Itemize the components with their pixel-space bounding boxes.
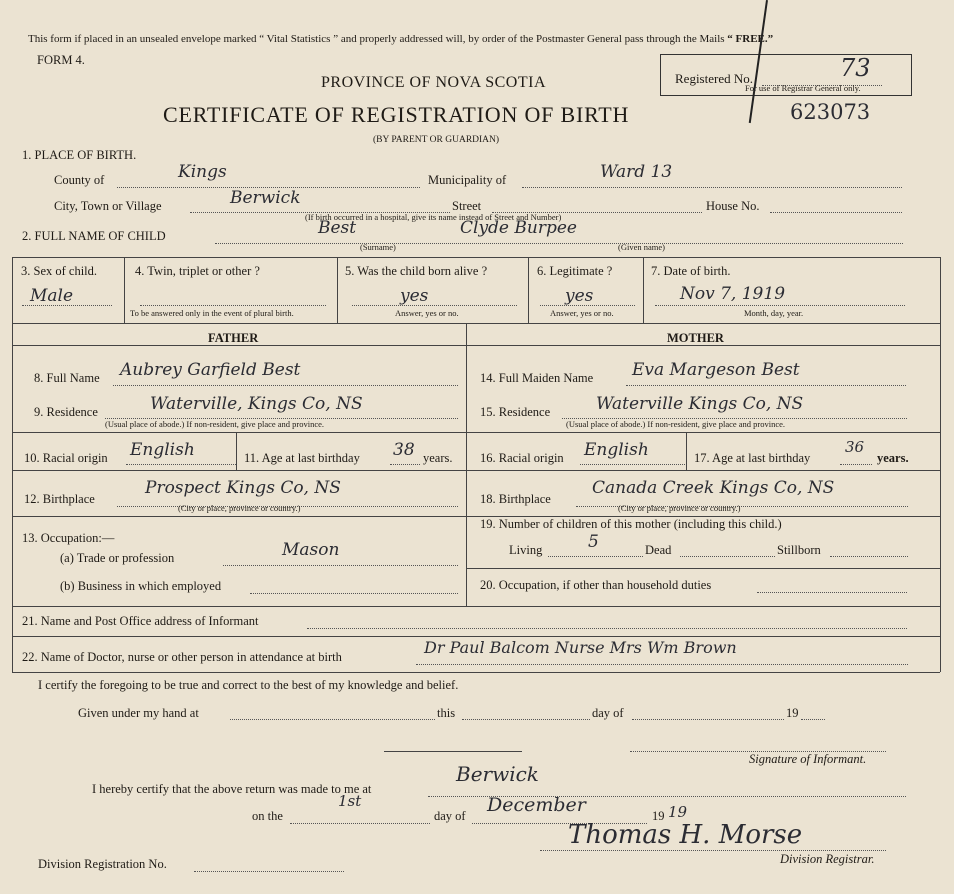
sex-value: Male	[30, 286, 74, 306]
mother-name-label: 14. Full Maiden Name	[480, 371, 594, 385]
trade-label: (a) Trade or profession	[60, 551, 175, 565]
form-number: FORM 4.	[37, 53, 85, 67]
registrar-note: For use of Registrar General only.	[745, 83, 861, 93]
municipality-label: Municipality of	[428, 173, 507, 187]
division-registration-label: Division Registration No.	[38, 857, 167, 871]
surname-caption: (Surname)	[360, 242, 396, 252]
free-label: “ FREE.”	[727, 33, 774, 45]
legitimate-label: 6. Legitimate ?	[537, 264, 613, 278]
given-name-caption: (Given name)	[618, 242, 665, 252]
city-label: City, Town or Village	[54, 199, 162, 213]
father-residence-label: 9. Residence	[34, 405, 98, 419]
attendant-value: Dr Paul Balcom Nurse Mrs Wm Brown	[424, 638, 737, 657]
twin-note: To be answered only in the event of plural birth.	[130, 308, 294, 318]
child-surname-value: Best	[318, 218, 357, 238]
division-registrar-caption: Division Registrar.	[780, 852, 875, 866]
place-of-birth-label: 1. PLACE OF BIRTH.	[22, 148, 137, 162]
on-the-value: 1st	[338, 792, 362, 810]
father-residence-value: Waterville, Kings Co, NS	[150, 394, 363, 414]
father-birthplace-label: 12. Birthplace	[24, 492, 95, 506]
mother-age-unit: years.	[877, 451, 909, 465]
return-statement: I hereby certify that the above return was made to me at	[92, 782, 372, 796]
father-age-unit: years.	[423, 451, 453, 465]
mother-name-value: Eva Margeson Best	[632, 360, 800, 380]
living-label: Living	[509, 543, 543, 557]
hospital-note: (If birth occurred in a hospital, give its name instead of Street and Number)	[305, 212, 562, 222]
mother-residence-label: 15. Residence	[480, 405, 551, 419]
county-value: Kings	[178, 162, 227, 182]
trade-value: Mason	[282, 540, 340, 560]
handwritten-number: 623073	[790, 100, 871, 124]
father-birthplace-value: Prospect Kings Co, NS	[145, 478, 341, 498]
this-label: this	[437, 706, 456, 720]
born-alive-label: 5. Was the child born alive ?	[345, 264, 488, 278]
father-name-label: 8. Full Name	[34, 371, 100, 385]
child-name-label: 2. FULL NAME OF CHILD	[22, 229, 166, 243]
father-age-value: 38	[393, 440, 415, 460]
date-of-birth-label: 7. Date of birth.	[651, 264, 731, 278]
informant-signature-caption: Signature of Informant.	[749, 752, 867, 766]
occupation-label: 13. Occupation:—	[22, 531, 115, 545]
certify-statement: I certify the foregoing to be true and correct to the best of my knowledge and belief.	[38, 678, 459, 692]
given-under-label: Given under my hand at	[78, 706, 199, 720]
postal-notice: This form if placed in an unsealed envelope marked “ Vital Statistics ” and properly addressed will, by order of the Postmaster General pass through the Mails “ FREE.”	[28, 33, 774, 45]
mother-residence-note: (Usual place of abode.) If non-resident, give place and province.	[566, 419, 786, 429]
mother-racial-label: 16. Racial origin	[480, 451, 564, 465]
father-name-value: Aubrey Garfield Best	[120, 360, 301, 380]
registered-value: 73	[840, 54, 871, 82]
registered-label: Registered No.	[675, 71, 753, 86]
mother-residence-value: Waterville Kings Co, NS	[596, 394, 804, 414]
mother-age-value: 36	[845, 438, 865, 456]
attendant-label: 22. Name of Doctor, nurse or other person in attendance at birth	[22, 650, 342, 664]
mother-birthplace-value: Canada Creek Kings Co, NS	[592, 478, 835, 498]
mother-birthplace-label: 18. Birthplace	[480, 492, 551, 506]
return-place: Berwick	[456, 762, 539, 786]
date-of-birth-note: Month, day, year.	[744, 308, 804, 318]
born-alive-note: Answer, yes or no.	[395, 308, 459, 318]
house-no-label: House No.	[706, 199, 760, 213]
father-racial-label: 10. Racial origin	[24, 451, 108, 465]
municipality-value: Ward 13	[600, 162, 673, 182]
child-given-value: Clyde Burpee	[460, 218, 577, 238]
legitimate-note: Answer, yes or no.	[550, 308, 614, 318]
day-of-label: day of	[592, 706, 624, 720]
county-label: County of	[54, 173, 105, 187]
informant-label: 21. Name and Post Office address of Informant	[22, 614, 259, 628]
father-racial-value: English	[130, 440, 195, 460]
mother-racial-value: English	[584, 440, 649, 460]
year-value: 19	[668, 803, 688, 821]
year-label: 19	[652, 809, 665, 823]
born-alive-value: yes	[400, 286, 429, 306]
legitimate-value: yes	[565, 286, 594, 306]
sex-label: 3. Sex of child.	[21, 264, 98, 278]
mother-heading: MOTHER	[667, 331, 724, 345]
father-birthplace-note: (City or place, province or country.)	[178, 503, 301, 513]
twin-label: 4. Twin, triplet or other ?	[135, 264, 260, 278]
subtitle: (BY PARENT OR GUARDIAN)	[373, 135, 500, 145]
dead-label: Dead	[645, 543, 672, 557]
province-heading: PROVINCE OF NOVA SCOTIA	[321, 74, 547, 91]
business-label: (b) Business in which employed	[60, 579, 222, 593]
mother-occupation-label: 20. Occupation, if other than household duties	[480, 578, 712, 592]
children-count-label: 19. Number of children of this mother (including this child.)	[480, 517, 782, 531]
year-prefix: 19	[786, 706, 799, 720]
father-heading: FATHER	[208, 331, 259, 345]
living-value: 5	[588, 532, 599, 552]
date-of-birth-value: Nov 7, 1919	[680, 284, 786, 304]
street-label: Street	[452, 199, 482, 213]
month-value: December	[487, 794, 586, 816]
on-the-label: on the	[252, 809, 283, 823]
father-age-label: 11. Age at last birthday	[244, 451, 360, 465]
day-of-label-2: day of	[434, 809, 466, 823]
certificate-title: CERTIFICATE OF REGISTRATION OF BIRTH	[163, 102, 630, 127]
father-residence-note: (Usual place of abode.) If non-resident, give place and province.	[105, 419, 325, 429]
mother-birthplace-note: (City or place, province or country.)	[618, 503, 741, 513]
city-value: Berwick	[230, 188, 301, 208]
stillborn-label: Stillborn	[777, 543, 821, 557]
registrar-signature: Thomas H. Morse	[568, 820, 803, 850]
mother-age-label: 17. Age at last birthday	[694, 451, 811, 465]
